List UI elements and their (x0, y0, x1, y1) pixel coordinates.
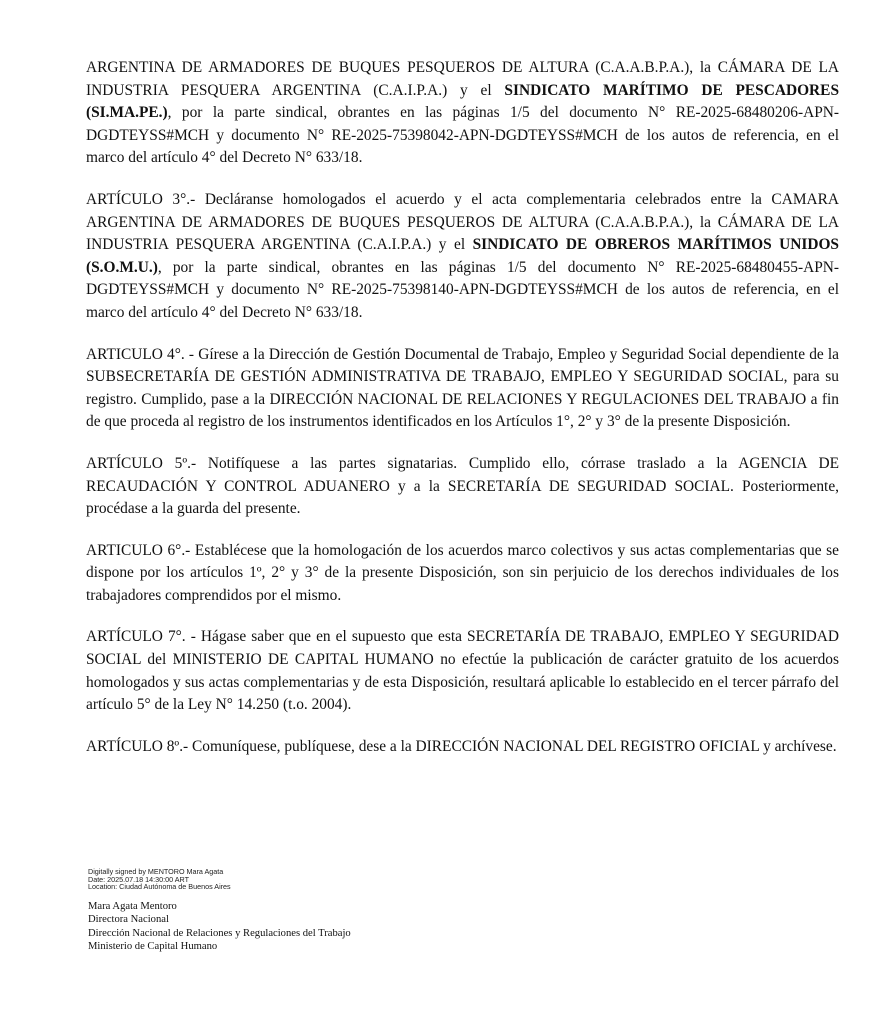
digital-signature-stamp (88, 868, 508, 891)
paragraph-intro-continuation (86, 57, 839, 170)
paragraph-articulo-3 (86, 189, 839, 325)
paragraph-text: ARTÍCULO 3°.- Decláranse homologados el acuerdo y el acta complementaria celebrados entre la CAMARA ARGENTINA DE ARMADORES DE BUQUES PESQUEROS DE ALTURA (C.A.A.B.P.A.), la CÁMARA DE LA INDUSTRIA PESQUERA ARGENTINA (C.A.I.P.A.) y el (86, 190, 839, 254)
paragraph-text: ARTÍCULO 5º.- Notifíquese a las partes signatarias. Cumplido ello, córrase traslado a la AGENCIA DE RECAUDACIÓN Y CONTROL ADUANERO y a la SECRETARÍA DE SEGURIDAD SOCIAL. Posteriormente, procédase a la guarda del presente. (86, 454, 839, 518)
signer-details (88, 900, 508, 954)
paragraph-text: , por la parte sindical, obrantes en las páginas 1/5 del documento N° RE-2025-68480206-APN-DGDTEYSS#MCH y documento N° RE-2025-75398042-APN-DGDTEYSS#MCH de los autos de referencia, en el marco del artículo 4° del Decreto N° 633/18. (86, 104, 839, 167)
signature-location: Location: Ciudad Autónoma de Buenos Aires (88, 882, 231, 892)
paragraph-articulo-7 (86, 626, 839, 716)
paragraph-text: ARGENTINA DE ARMADORES DE BUQUES PESQUEROS DE ALTURA (C.A.A.B.P.A.), la CÁMARA DE LA INDUSTRIA PESQUERA ARGENTINA (C.A.I.P.A.) y el (86, 59, 839, 99)
paragraph-text: ARTÍCULO 7°. - Hágase saber que en el supuesto que esta SECRETARÍA DE TRABAJO, EMPLEO Y SEGURIDAD SOCIAL del MINISTERIO DE CAPITAL HUMANO no efectúe la publicación de carácter gratuito de los acuerdos homologados y sus actas complementarias y de esta Disposición, resultará aplicable lo establecido en el tercer párrafo del artículo 5° de la Ley N° 14.250 (t.o. 2004). (86, 628, 839, 714)
signature-block (88, 868, 508, 953)
paragraph-articulo-8 (86, 736, 839, 759)
paragraph-text: ARTÍCULO 8º.- Comuníquese, publíquese, dese a la DIRECCIÓN NACIONAL DEL REGISTRO OFICIAL y archívese. (86, 737, 837, 755)
union-name-somu: SINDICATO DE OBREROS MARÍTIMOS UNIDOS (S.O.M.U.) (86, 236, 839, 276)
signer-ministry: Ministerio de Capital Humano (88, 941, 218, 952)
union-name-simape: SINDICATO MARÍTIMO DE PESCADORES (SI.MA.PE.) (86, 81, 840, 122)
paragraph-text: ARTICULO 6°.- Establécese que la homologación de los acuerdos marco colectivos y sus actas complementarias que se dispone por los artículos 1º, 2° y 3° de la presente Disposición, son sin perjuicio de los derechos individuales de los trabajadores comprendidos por el mismo. (86, 541, 839, 604)
signer-position: Directora Nacional (88, 914, 169, 926)
paragraph-articulo-4 (86, 344, 839, 434)
paragraph-articulo-5 (86, 453, 839, 521)
document-body (86, 57, 839, 777)
signer-office: Dirección Nacional de Relaciones y Regulaciones del Trabajo (88, 927, 351, 939)
paragraph-text: ARTICULO 4°. - Gírese a la Dirección de Gestión Documental de Trabajo, Empleo y Seguridad Social dependiente de la SUBSECRETARÍA DE GESTIÓN ADMINISTRATIVA DE TRABAJO, EMPLEO Y SEGURIDAD SOCIAL, para su registro. Cumplido, pase a la DIRECCIÓN NACIONAL DE RELACIONES Y REGULACIONES DEL TRABAJO a fin de que proceda al registro de los instrumentos identificados en los Artículos 1°, 2° y 3° de la presente Disposición. (86, 345, 839, 431)
signed-by: Digitally signed by MENTORO Mara Agata (88, 867, 224, 876)
paragraph-text: , por la parte sindical, obrantes en las páginas 1/5 del documento N° RE-2025-68480455-APN-DGDTEYSS#MCH y documento N° RE-2025-75398140-APN-DGDTEYSS#MCH de los autos de referencia, en el marco del artículo 4° del Decreto N° 633/18. (86, 258, 839, 321)
paragraph-articulo-6 (86, 540, 839, 608)
signature-date: Date: 2025.07.18 14:30:00 ART (88, 874, 189, 884)
signer-name: Mara Agata Mentoro (88, 900, 177, 912)
